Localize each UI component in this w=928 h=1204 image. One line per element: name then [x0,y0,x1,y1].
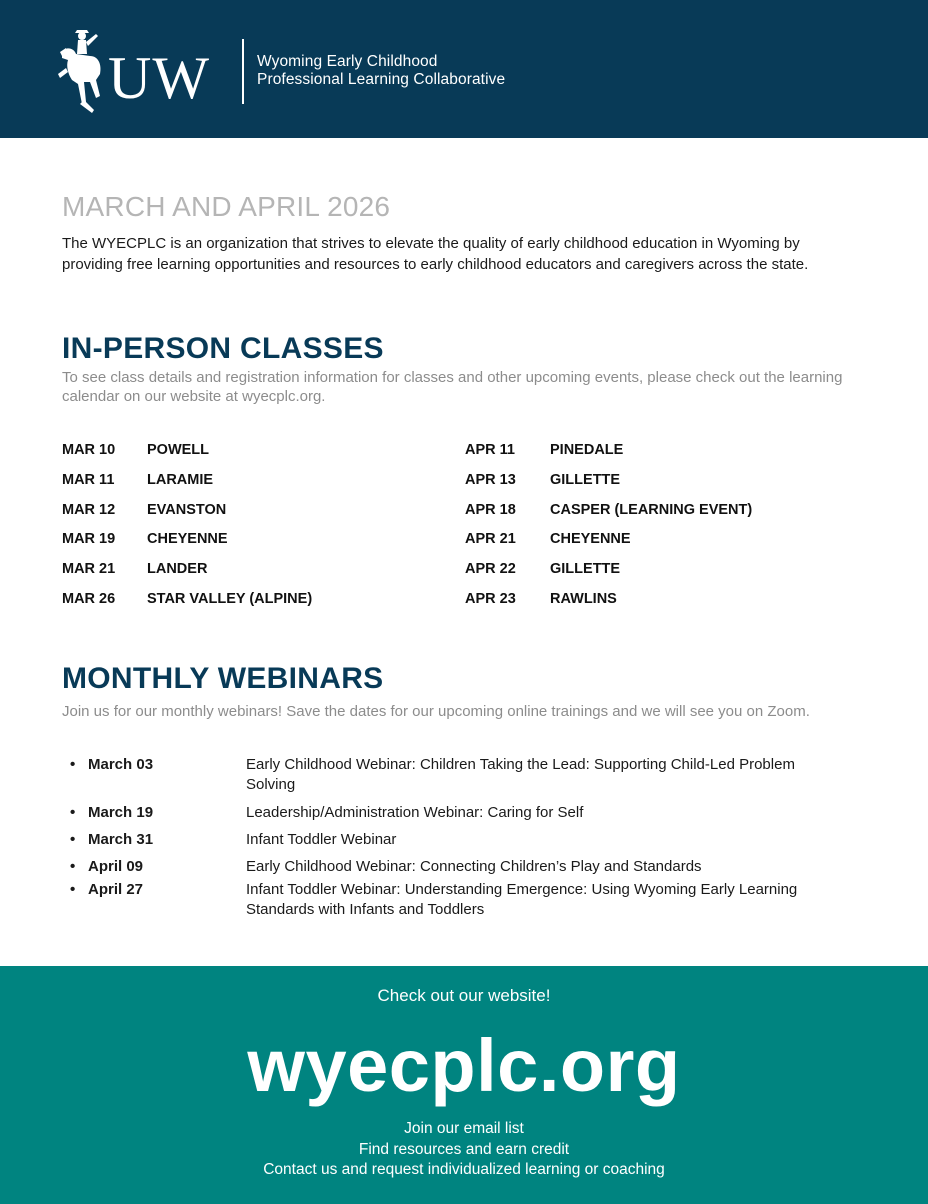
bullet-icon: • [70,804,76,821]
class-location: RAWLINS [550,591,617,607]
webinar-title: Infant Toddler Webinar [246,831,397,848]
webinar-date: March 03 [88,756,154,773]
monthly-webinars-note: Join us for our monthly webinars! Save the dates for our upcoming online trainings and we will see you on Zoom. [62,703,810,720]
resources-link[interactable]: Find resources and earn credit [358,1141,570,1158]
class-date: MAR 21 [62,561,116,577]
uw-bucking-horse-logo [56,30,232,114]
footer-banner [0,966,928,1204]
organization-name-line-1: Wyoming Early Childhood [257,53,438,70]
class-location: LARAMIE [147,472,214,488]
webinar-date: March 31 [88,831,154,848]
bullet-icon: • [70,881,76,898]
class-location: CHEYENNE [147,531,228,547]
monthly-webinars-title: MONTHLY WEBINARS [62,662,384,695]
class-date: APR 18 [465,502,516,518]
webinar-date: April 27 [88,881,144,898]
in-person-classes-note: To see class details and registration information for classes and other upcoming events, please check out the learning calendar on our website at wyecplc.org. [62,369,843,405]
in-person-classes-title: IN-PERSON CLASSES [62,332,384,365]
organization-name-line-2: Professional Learning Collaborative [257,71,506,88]
class-date: MAR 26 [62,591,116,607]
webinar-date: April 09 [88,858,144,875]
class-location: PINEDALE [550,442,624,458]
webinar-title: Early Childhood Webinar: Connecting Children’s Play and Standards [246,858,702,875]
intro-paragraph: The WYECPLC is an organization that strives to elevate the quality of early childhood education in Wyoming by providing free learning opportunities and resources to early childhood educators and caregivers across the state. [62,235,809,273]
class-date: APR 21 [465,531,516,547]
webinar-title: Infant Toddler Webinar: Understanding Emergence: Using Wyoming Early Learning Standards with Infants and Toddlers [246,881,798,918]
class-date: APR 23 [465,591,516,607]
website-url-link[interactable]: wyecplc.org [247,1024,681,1107]
class-location: CASPER (LEARNING EVENT) [550,502,753,518]
class-location: GILLETTE [550,472,621,488]
bullet-icon: • [70,858,76,875]
webinar-title: Leadership/Administration Webinar: Caring for Self [246,804,584,821]
class-location: POWELL [147,442,210,458]
class-location: CHEYENNE [550,531,631,547]
class-date: APR 22 [465,561,516,577]
month-heading: MARCH AND APRIL 2026 [62,191,391,222]
website-cta: Check out our website! [377,986,551,1005]
organization-name [257,53,505,89]
contact-link[interactable]: Contact us and request individualized learning or coaching [263,1161,665,1178]
logo-divider [242,39,244,104]
class-date: MAR 12 [62,502,116,518]
class-location: LANDER [147,561,208,577]
webinar-title: Early Childhood Webinar: Children Taking the Lead: Supporting Child-Led Problem Solving [246,756,795,793]
class-date: APR 13 [465,472,516,488]
class-date: MAR 19 [62,531,116,547]
class-location: EVANSTON [147,502,227,518]
class-date: APR 11 [465,442,515,458]
class-location: STAR VALLEY (ALPINE) [147,591,313,607]
class-date: MAR 10 [62,442,116,458]
email-list-link[interactable]: Join our email list [404,1120,524,1137]
bullet-icon: • [70,831,76,848]
bullet-icon: • [70,756,76,773]
class-date: MAR 11 [62,472,115,488]
class-location: GILLETTE [550,561,621,577]
logo-text: UW [108,45,210,111]
webinar-date: March 19 [88,804,154,821]
header-banner [0,0,928,138]
